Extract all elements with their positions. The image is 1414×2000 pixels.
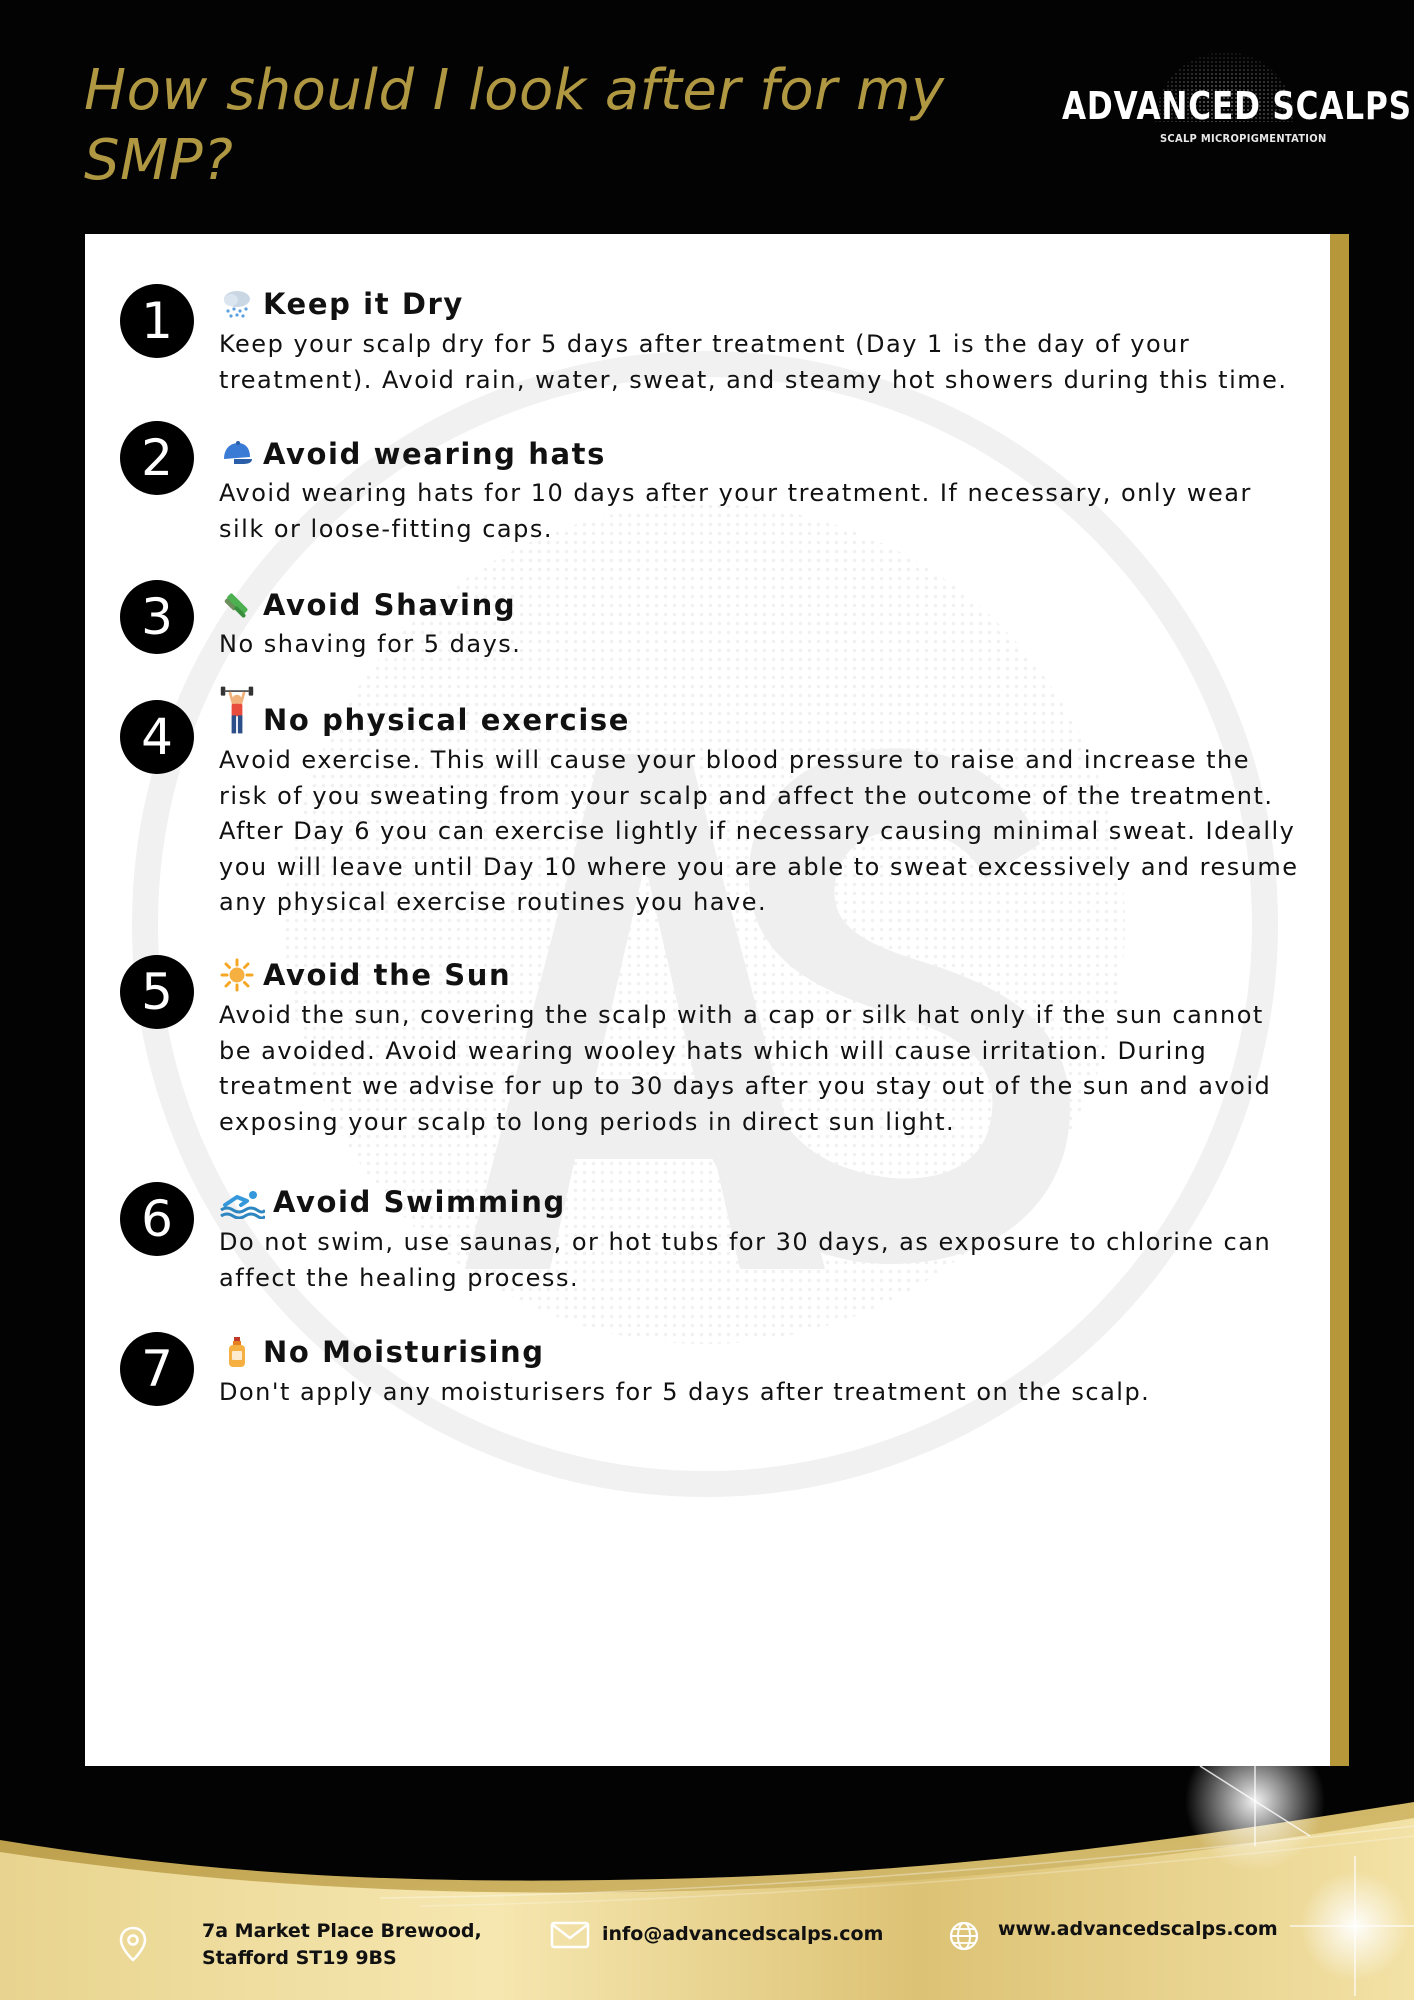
item-title: No Moisturising	[263, 1335, 545, 1369]
footer-email-link[interactable]: info@advancedscalps.com	[602, 1923, 884, 1945]
aftercare-card	[85, 234, 1330, 1766]
card-accent-bar	[1330, 234, 1349, 1766]
item-title: No physical exercise	[263, 703, 631, 737]
item-title: Avoid Swimming	[273, 1185, 566, 1219]
logo-name: ADVANCED SCALPS	[1062, 84, 1412, 128]
footer-website[interactable]	[948, 1916, 1278, 1952]
item-title: Avoid wearing hats	[263, 437, 606, 471]
footer-address-line1: 7a Market Place Brewood,	[202, 1920, 482, 1942]
page-title	[84, 56, 984, 196]
item-number-badge: 1	[120, 284, 194, 358]
sun-icon	[219, 957, 255, 993]
item-description: Don't apply any moisturisers for 5 days after treatment on the scalp.	[219, 1378, 1151, 1406]
item-number-badge: 2	[120, 421, 194, 495]
cap-icon	[219, 436, 255, 472]
logo	[1050, 32, 1412, 152]
item-description: Avoid the sun, covering the scalp with a cap or silk hat only if the sun cannot be avoided. Avoid wearing wooley hats which will cause irritation. During treatment we advise for up to 30 days after you stay out of the sun and avoid exposing your scalp to long periods in direct sun light.	[219, 1001, 1272, 1136]
item-number-badge: 5	[120, 955, 194, 1029]
item-number-badge: 7	[120, 1332, 194, 1406]
item-number-badge: 4	[120, 700, 194, 774]
item-description: No shaving for 5 days.	[219, 630, 522, 658]
item-description: Avoid exercise. This will cause your blood pressure to raise and increase the risk of you sweating from your scalp and affect the outcome of the treatment. After Day 6 you can exercise lightly if necessary causing minimal sweat. Ideally you will leave until Day 10 where you are able to sweat excessively and resume any physical exercise routines you have.	[219, 746, 1299, 916]
razor-icon	[219, 587, 255, 623]
footer-address-line2: Stafford ST19 9BS	[202, 1947, 397, 1969]
footer-website-link[interactable]: www.advancedscalps.com	[998, 1918, 1278, 1940]
footer	[0, 1766, 1414, 2000]
location-pin-icon	[118, 1926, 148, 1962]
page-title-line1: How should I look after for my	[84, 58, 945, 123]
weightlifter-icon	[219, 680, 255, 740]
item-description: Keep your scalp dry for 5 days after treatment (Day 1 is the day of your treatment). Avoid rain, water, sweat, and steamy hot showers during this time.	[219, 330, 1288, 394]
item-title: Keep it Dry	[263, 287, 464, 321]
envelope-icon	[550, 1920, 590, 1950]
page-title-line2: SMP?	[84, 128, 234, 193]
logo-tagline: SCALP MICROPIGMENTATION	[1160, 132, 1327, 145]
lotion-bottle-icon	[219, 1334, 255, 1370]
item-description: Avoid wearing hats for 10 days after your treatment. If necessary, only wear silk or loose-fitting caps.	[219, 479, 1252, 543]
item-title: Avoid Shaving	[263, 588, 517, 622]
cloud-rain-icon	[219, 286, 255, 322]
item-number-badge: 6	[120, 1182, 194, 1256]
globe-icon	[948, 1920, 980, 1952]
swimmer-icon	[219, 1184, 265, 1220]
item-number-badge: 3	[120, 580, 194, 654]
item-description: Do not swim, use saunas, or hot tubs for 30 days, as exposure to chlorine can affect the healing process.	[219, 1228, 1272, 1292]
item-title: Avoid the Sun	[263, 958, 512, 992]
footer-address	[118, 1918, 482, 1972]
footer-email[interactable]	[550, 1918, 883, 1950]
